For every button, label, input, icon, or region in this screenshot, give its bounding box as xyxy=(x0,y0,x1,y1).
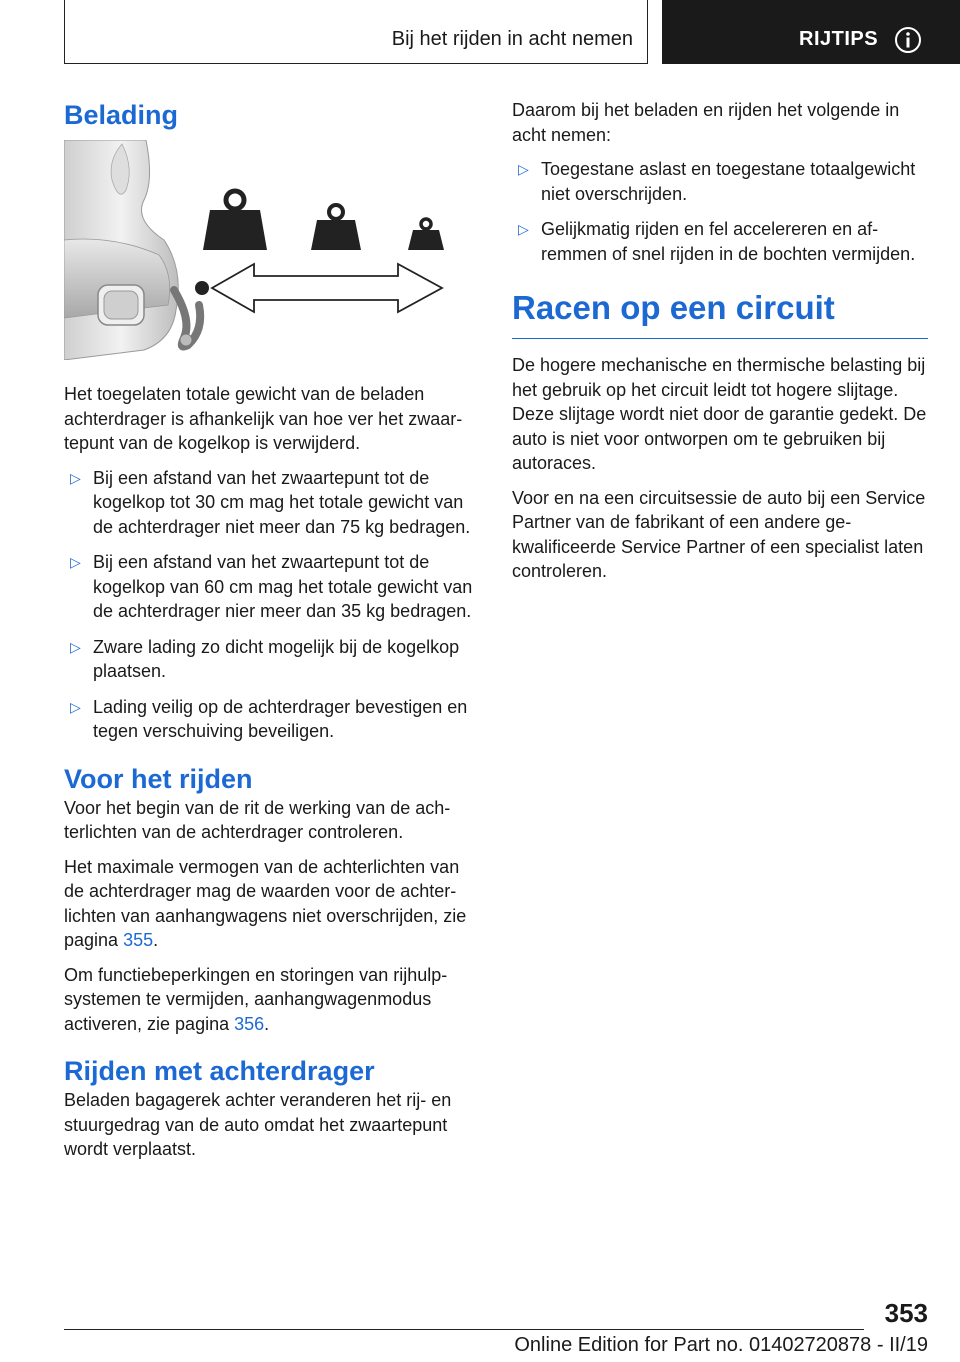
bullet-text: Lading veilig op de achterdrager bevestigen en tegen verschuiving beveiligen. xyxy=(93,696,468,741)
list-item xyxy=(64,635,480,684)
page-number: 353 xyxy=(884,1298,928,1328)
list-item xyxy=(64,550,480,624)
voor-paragraph-3: Om functiebeperkingen en storingen van rijhulpsystemen te vermijden, aanhangwagenmodus activeren, zie pagina 356. xyxy=(64,964,448,1034)
belading-intro: Het toegelaten totale gewicht van de beladen achterdrager is afhankelijk van hoe ver het zwaartepunt van de kogelkop is verwijderd. xyxy=(64,384,463,453)
left-column xyxy=(64,98,480,1172)
weight-large-icon xyxy=(203,191,267,250)
info-icon xyxy=(894,26,922,54)
racen-paragraph-2: Voor en na een circuitsessie de auto bij een Service Partner van de fabrikant of een andere gekwalificeerde Service Partner of een specialist laten controleren. xyxy=(512,487,926,581)
rijden-met-achterdrager-heading: Rijden met achterdrager xyxy=(64,1056,375,1086)
triangle-bullet-icon: ▷ xyxy=(70,554,81,570)
bullet-text: Zware lading zo dicht mogelijk bij de kogelkop plaatsen. xyxy=(93,636,460,681)
weight-medium-icon xyxy=(311,205,361,250)
triangle-bullet-icon: ▷ xyxy=(518,221,529,237)
right-column xyxy=(512,98,928,594)
section-label: RIJTIPS xyxy=(799,28,879,50)
bike-rack-weight-distance-illustration xyxy=(64,140,446,360)
triangle-bullet-icon: ▷ xyxy=(70,698,81,715)
footer-divider xyxy=(64,1329,864,1330)
chapter-title: Bij het rijden in acht nemen xyxy=(391,28,633,50)
voor-paragraph-2: Het maximale vermogen van de achterlichten van de achterdrager mag de waarden voor de achterlichten van aanhangwagens niet overschrijden, zie pagina 355. xyxy=(64,856,467,950)
triangle-bullet-icon: ▷ xyxy=(70,469,81,486)
header-section-box xyxy=(662,0,960,64)
list-item xyxy=(512,217,928,266)
belading-heading: Belading xyxy=(64,100,179,130)
header-chapter-box xyxy=(64,0,648,64)
weight-small-icon xyxy=(408,219,444,250)
rijden-paragraph: Beladen bagagerek achter veranderen het rij- en stuurgedrag van de auto omdat het zwaartepunt wordt verplaatst. xyxy=(64,1090,452,1159)
bullet-text: Bij een afstand van het zwaartepunt tot de kogelkop van 60 cm mag het totale gewicht van de achterdrager nier meer dan 35 kg bedragen. xyxy=(93,552,473,621)
page-link-355[interactable]: 355 xyxy=(123,930,154,950)
racen-heading: Racen op een circuit xyxy=(512,286,928,339)
bullet-text: Toegestane aslast en toegestane totaalgewicht niet overschrijden. xyxy=(541,159,916,204)
triangle-bullet-icon: ▷ xyxy=(518,161,529,177)
list-item xyxy=(512,157,928,206)
triangle-bullet-icon: ▷ xyxy=(70,638,81,655)
list-item xyxy=(64,695,480,744)
list-item xyxy=(64,466,480,540)
edition-footer: Online Edition for Part no. 01402720878 - II/19 xyxy=(514,1334,928,1356)
racen-paragraph-1: De hogere mechanische en thermische belasting bij het gebruik op het circuit leidt tot hogere slijtage. Deze slijtage wordt niet door de garantie gedekt. De auto is niet voor ontworpen om te gebruiken bij autoraces. xyxy=(512,355,927,473)
bullet-text: Bij een afstand van het zwaartepunt tot de kogelkop tot 30 cm mag het totale gewicht van de achterdrager niet meer dan 75 kg bedragen. xyxy=(93,467,471,537)
right-intro: Daarom bij het beladen en rijden het volgende in acht nemen: xyxy=(512,100,900,145)
page-link-356[interactable]: 356 xyxy=(234,1013,265,1034)
voor-paragraph-1: Voor het begin van de rit de werking van de achterlichten van de achterdrager controleren. xyxy=(64,797,451,842)
voor-het-rijden-heading: Voor het rijden xyxy=(64,763,253,794)
bullet-text: Gelijkmatig rijden en fel accelereren en afremmen of snel rijden in de bochten vermijden. xyxy=(541,219,916,264)
